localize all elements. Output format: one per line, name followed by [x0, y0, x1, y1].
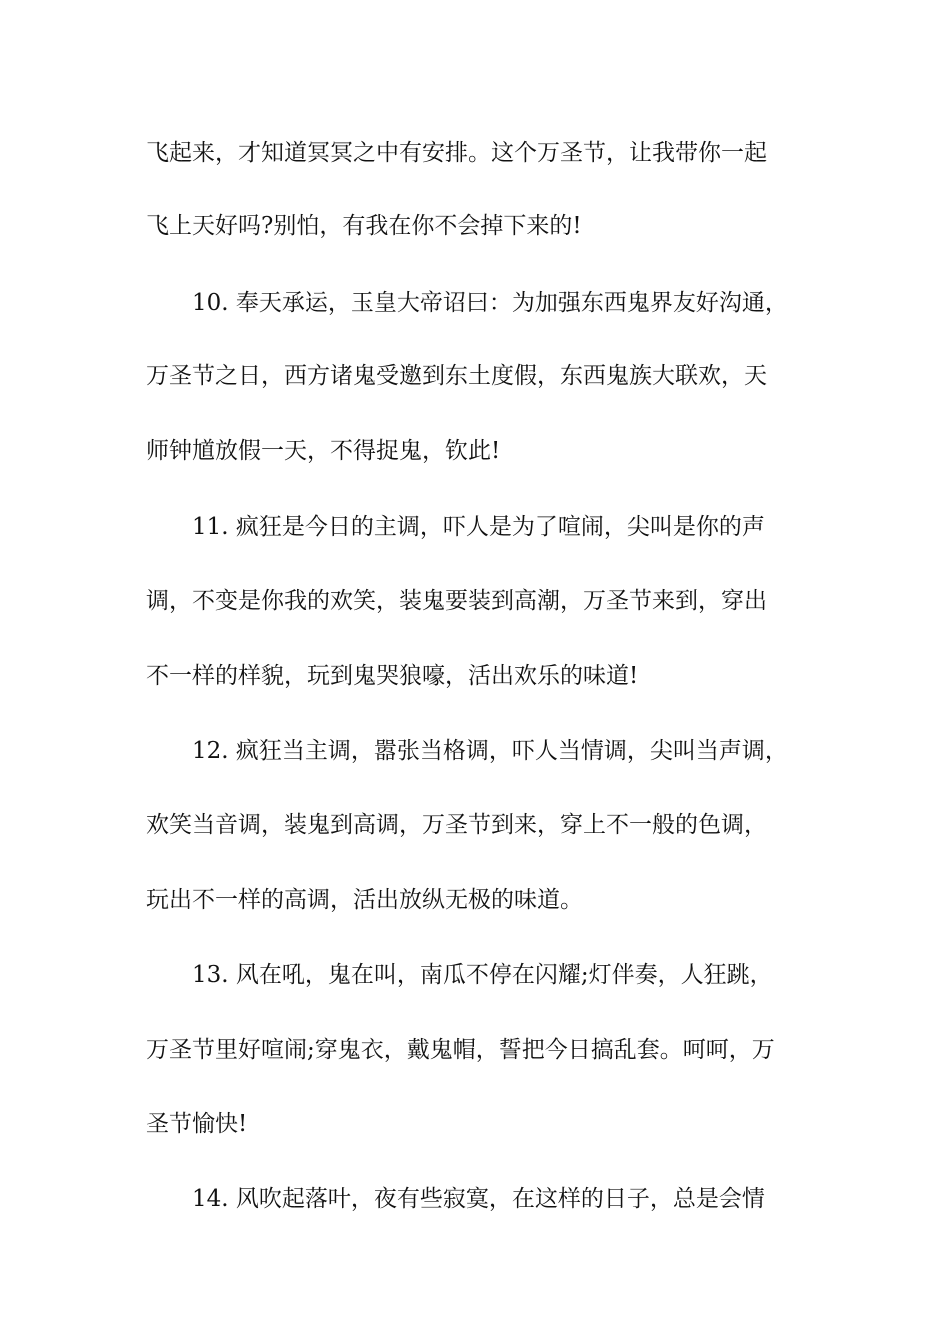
text-line: 飞上天好吗?别怕，有我在你不会掉下来的!: [146, 213, 582, 239]
text-line: 万圣节之日，西方诸鬼受邀到东土度假，东西鬼族大联欢，天: [146, 363, 767, 389]
paragraph-11-start: 11. 疯狂是今日的主调，吓人是为了喧闹，尖叫是你的声: [192, 514, 765, 540]
text-line: 万圣节里好喧闹;穿鬼衣，戴鬼帽，誓把今日搞乱套。呵呵，万: [146, 1037, 775, 1063]
text-line: 圣节愉快!: [146, 1111, 248, 1137]
paragraph-14-start: 14. 风吹起落叶，夜有些寂寞，在这样的日子，总是会情: [192, 1186, 765, 1212]
text-line: 调，不变是你我的欢笑，装鬼要装到高潮，万圣节来到，穿出: [146, 588, 767, 614]
paragraph-10-start: 10. 奉天承运，玉皇大帝诏曰：为加强东西鬼界友好沟通，: [192, 290, 788, 316]
text-line: 欢笑当音调，装鬼到高调，万圣节到来，穿上不一般的色调，: [146, 812, 767, 838]
paragraph-13-start: 13. 风在吼，鬼在叫，南瓜不停在闪耀;灯伴奏，人狂跳，: [192, 962, 773, 988]
text-line: 不一样的样貌，玩到鬼哭狼嚎，活出欢乐的味道!: [146, 663, 639, 689]
text-line: 玩出不一样的高调，活出放纵无极的味道。: [146, 887, 583, 913]
text-line: 飞起来，才知道冥冥之中有安排。这个万圣节，让我带你一起: [146, 140, 767, 166]
text-line: 师钟馗放假一天，不得捉鬼，钦此!: [146, 438, 501, 464]
paragraph-12-start: 12. 疯狂当主调，嚣张当格调，吓人当情调，尖叫当声调，: [192, 738, 788, 764]
